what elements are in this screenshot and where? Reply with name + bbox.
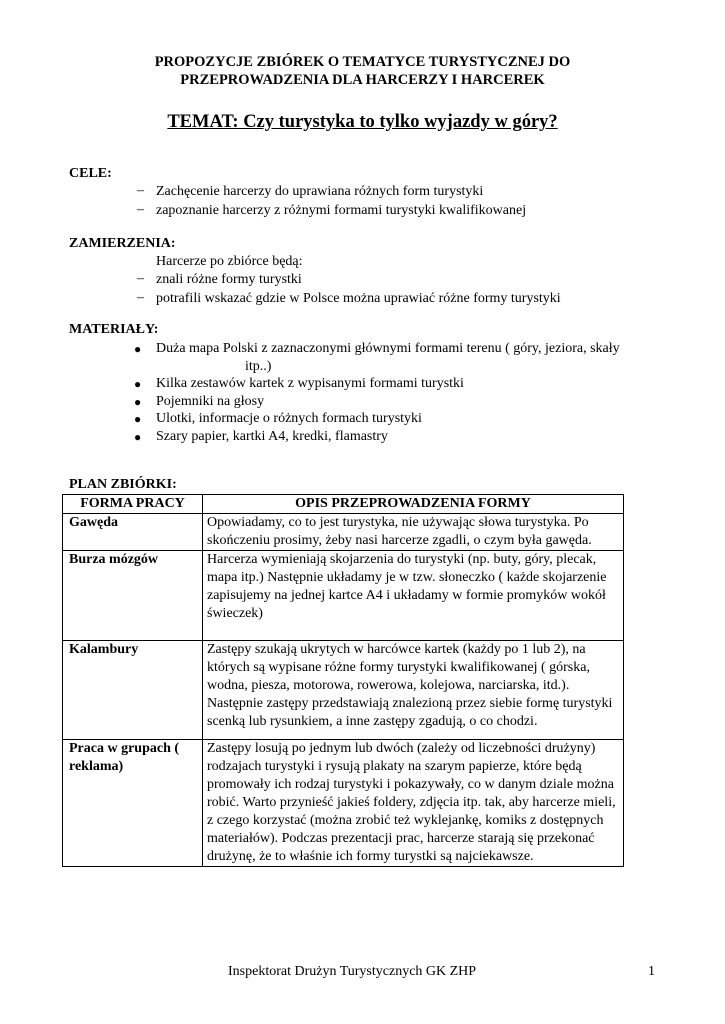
dash-marker: – (137, 290, 144, 305)
bullet-marker: ● (134, 377, 142, 391)
bullet-marker: ● (134, 412, 142, 426)
dash-marker: – (137, 202, 144, 217)
cele-item-2: zapoznanie harcerzy z różnymi formami turystyki kwalifikowanej (156, 203, 527, 218)
table-header-row (63, 495, 624, 514)
table-row (63, 514, 624, 551)
topic-heading: TEMAT: Czy turystyka to tylko wyjazdy w góry? (167, 112, 558, 132)
zamierzenia-heading: ZAMIERZENIA: (69, 236, 176, 251)
title-line-1: PROPOZYCJE ZBIÓREK O TEMATYCE TURYSTYCZNEJ DO (154, 54, 571, 70)
materialy-item-4: Ulotki, informacje o różnych formach turystyki (156, 411, 422, 426)
form-cell: Gawęda (63, 514, 203, 551)
form-cell: Kalambury (63, 641, 203, 740)
page-footer: Inspektorat Drużyn Turystycznych GK ZHP (228, 964, 477, 979)
title-line-2: PRZEPROWADZENIA DLA HARCERZY I HARCEREK (180, 72, 545, 88)
materialy-item-1-line-1: Duża mapa Polski z zaznaczonymi głównymi formami terenu ( góry, jeziora, skały (156, 341, 620, 356)
materialy-item-3: Pojemniki na głosy (156, 394, 265, 409)
form-cell: Burza mózgów (63, 551, 203, 641)
page-number: 1 (648, 964, 655, 979)
materialy-item-1-line-2: itp..) (245, 359, 272, 374)
table-row (63, 641, 624, 740)
plan-table (62, 494, 624, 867)
dash-marker: – (137, 183, 144, 198)
table-row (63, 551, 624, 641)
bullet-marker: ● (134, 430, 142, 444)
table-row (63, 740, 624, 867)
form-cell: Praca w grupach ( reklama) (63, 740, 203, 867)
zamierzenia-item-1: znali różne formy turystki (156, 272, 302, 287)
column-header-opis: OPIS PRZEPROWADZENIA FORMY (203, 495, 624, 514)
dash-marker: – (137, 271, 144, 286)
materialy-item-5: Szary papier, kartki A4, kredki, flamastry (156, 429, 388, 444)
description-cell: Zastępy szukają ukrytych w harcówce kartek (każdy po 1 lub 2), na których są wypisane różne formy turystyki kwalifikowanej ( górska, wodna, piesza, motorowa, rowerowa, kolejowa, narciarska, itd.). Następnie zastępy przedstawiają znalezioną przez siebie formę turystyki scenką lub rysunkiem, a inne zastępy zgadują, o co chodzi. (203, 641, 624, 740)
cele-heading: CELE: (69, 166, 112, 181)
materialy-item-2: Kilka zestawów kartek z wypisanymi formami turystki (156, 376, 464, 391)
description-cell: Harcerza wymieniają skojarzenia do turystyki (np. buty, góry, plecak, mapa itp.) Następnie układamy je w tzw. słoneczko ( każde skojarzenie zapisujemy na jednej kartce A4 i układamy w formie promyków wokół świeczek) (203, 551, 624, 641)
bullet-marker: ● (134, 395, 142, 409)
bullet-marker: ● (134, 342, 142, 356)
plan-heading: PLAN ZBIÓRKI: (69, 477, 177, 492)
document-title (60, 53, 665, 89)
description-cell: Opowiadamy, co to jest turystyka, nie używając słowa turystyka. Po skończeniu prosimy, żeby nasi harcerze zgadli, o czym była gawęda. (203, 514, 624, 551)
column-header-forma: FORMA PRACY (63, 495, 203, 514)
description-cell: Zastępy losują po jednym lub dwóch (zależy od liczebności drużyny) rodzajach turystyki i rysują plakaty na szarym papierze, które będą promowały ich rodzaj turystyki i pokazywały, co w danym dziale można robić. Warto przynieść jakieś foldery, zdjęcia itp. tak, aby harcerze mieli, z czego korzystać (można zrobić też wyklejankę, komiks z dostępnych materiałów). Podczas prezentacji prac, harcerze starają się przekonać drużynę, że to właśnie ich formy turystki są najciekawsze. (203, 740, 624, 867)
materialy-heading: MATERIAŁY: (69, 322, 159, 337)
zamierzenia-item-2: potrafili wskazać gdzie w Polsce można uprawiać różne formy turystyki (156, 291, 561, 306)
zamierzenia-intro: Harcerze po zbiórce będą: (156, 254, 303, 269)
cele-item-1: Zachęcenie harcerzy do uprawiana różnych form turystyki (156, 184, 484, 199)
